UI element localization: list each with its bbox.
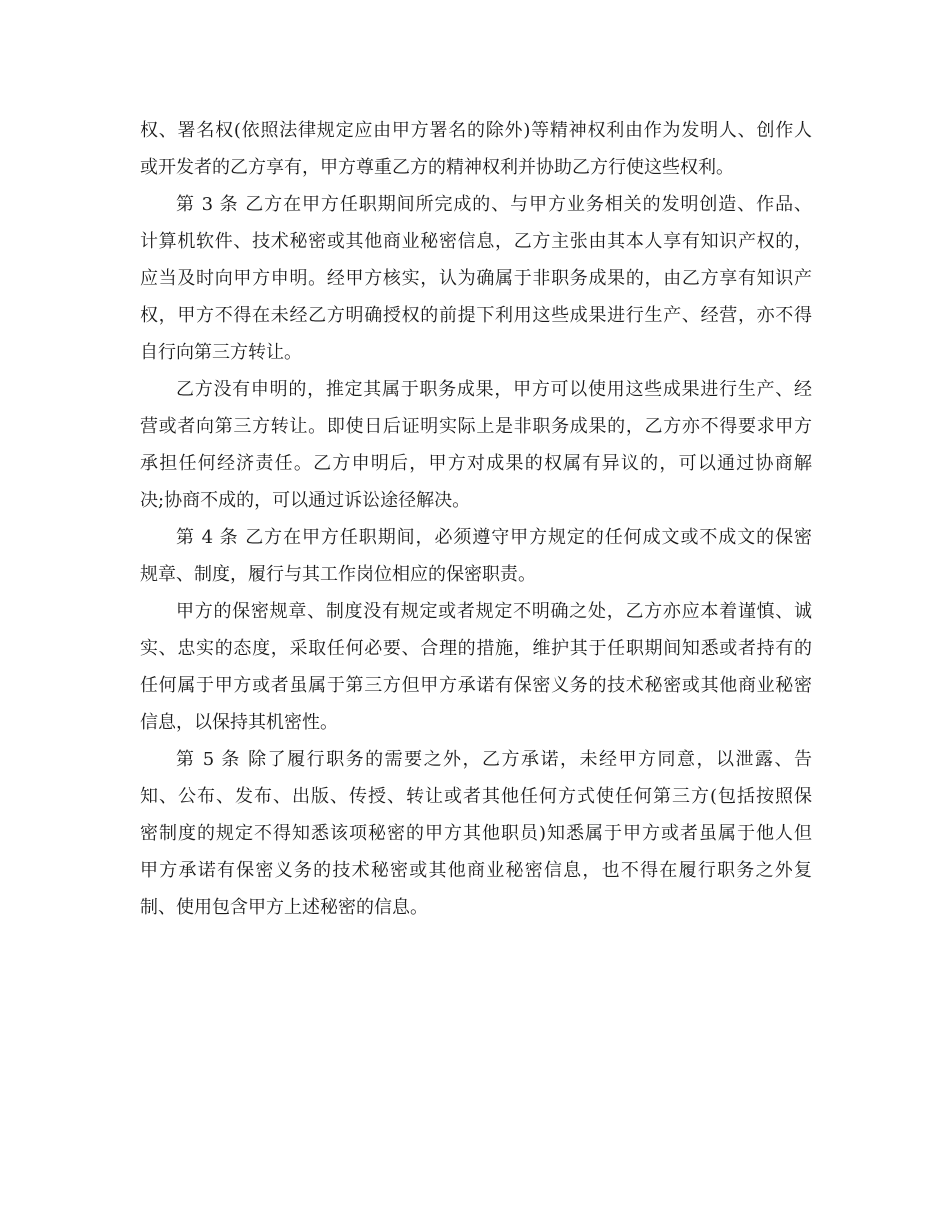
paragraph	[140, 371, 812, 519]
text-line: 决;协商不成的，可以通过诉讼途径解决。	[140, 490, 471, 511]
text-line: 营或者向第三方转让。即使日后证明实际上是非职务成果的，乙方亦不得要求甲方	[140, 416, 812, 437]
text-line: 制、使用包含甲方上述秘密的信息。	[140, 897, 428, 918]
text-line: 权，甲方不得在未经乙方明确授权的前提下利用这些成果进行生产、经营，亦不得	[140, 305, 812, 326]
paragraph	[140, 186, 812, 371]
text-line: 甲方的保密规章、制度没有规定或者规定不明确之处，乙方亦应本着谨慎、诚	[176, 601, 812, 622]
text-line: 计算机软件、技术秘密或其他商业秘密信息，乙方主张由其本人享有知识产权的，	[140, 231, 812, 252]
text-line: 权、署名权(依照法律规定应由甲方署名的除外)等精神权利由作为发明人、创作人	[140, 120, 812, 141]
text-line: 乙方没有申明的，推定其属于职务成果，甲方可以使用这些成果进行生产、经	[176, 379, 812, 400]
text-line: 自行向第三方转让。	[140, 342, 302, 363]
paragraph	[140, 519, 812, 593]
paragraph	[140, 112, 812, 186]
paragraph	[140, 593, 812, 741]
document-body	[140, 112, 812, 926]
text-line: 承担任何经济责任。乙方申明后，甲方对成果的权属有异议的，可以通过协商解	[140, 453, 812, 474]
text-line: 密制度的规定不得知悉该项秘密的甲方其他职员)知悉属于甲方或者虽属于他人但	[140, 823, 812, 844]
paragraph	[140, 741, 812, 926]
text-line: 实、忠实的态度，采取任何必要、合理的措施，维护其于任职期间知悉或者持有的	[140, 638, 812, 659]
text-line: 规章、制度，履行与其工作岗位相应的保密职责。	[140, 564, 536, 585]
text-line: 知、公布、发布、出版、传授、转让或者其他任何方式使任何第三方(包括按照保	[140, 786, 812, 807]
text-line: 第 4 条 乙方在甲方任职期间，必须遵守甲方规定的任何成文或不成文的保密	[176, 527, 812, 548]
text-line: 信息，以保持其机密性。	[140, 712, 338, 733]
text-line: 甲方承诺有保密义务的技术秘密或其他商业秘密信息，也不得在履行职务之外复	[140, 860, 812, 881]
text-line: 第 3 条 乙方在甲方任职期间所完成的、与甲方业务相关的发明创造、作品、	[176, 194, 812, 215]
text-line: 或开发者的乙方享有，甲方尊重乙方的精神权利并协助乙方行使这些权利。	[140, 157, 734, 178]
text-line: 任何属于甲方或者虽属于第三方但甲方承诺有保密义务的技术秘密或其他商业秘密	[140, 675, 812, 696]
text-line: 应当及时向甲方申明。经甲方核实，认为确属于非职务成果的，由乙方享有知识产	[140, 268, 812, 289]
text-line: 第 5 条 除了履行职务的需要之外，乙方承诺，未经甲方同意，以泄露、告	[176, 749, 812, 770]
